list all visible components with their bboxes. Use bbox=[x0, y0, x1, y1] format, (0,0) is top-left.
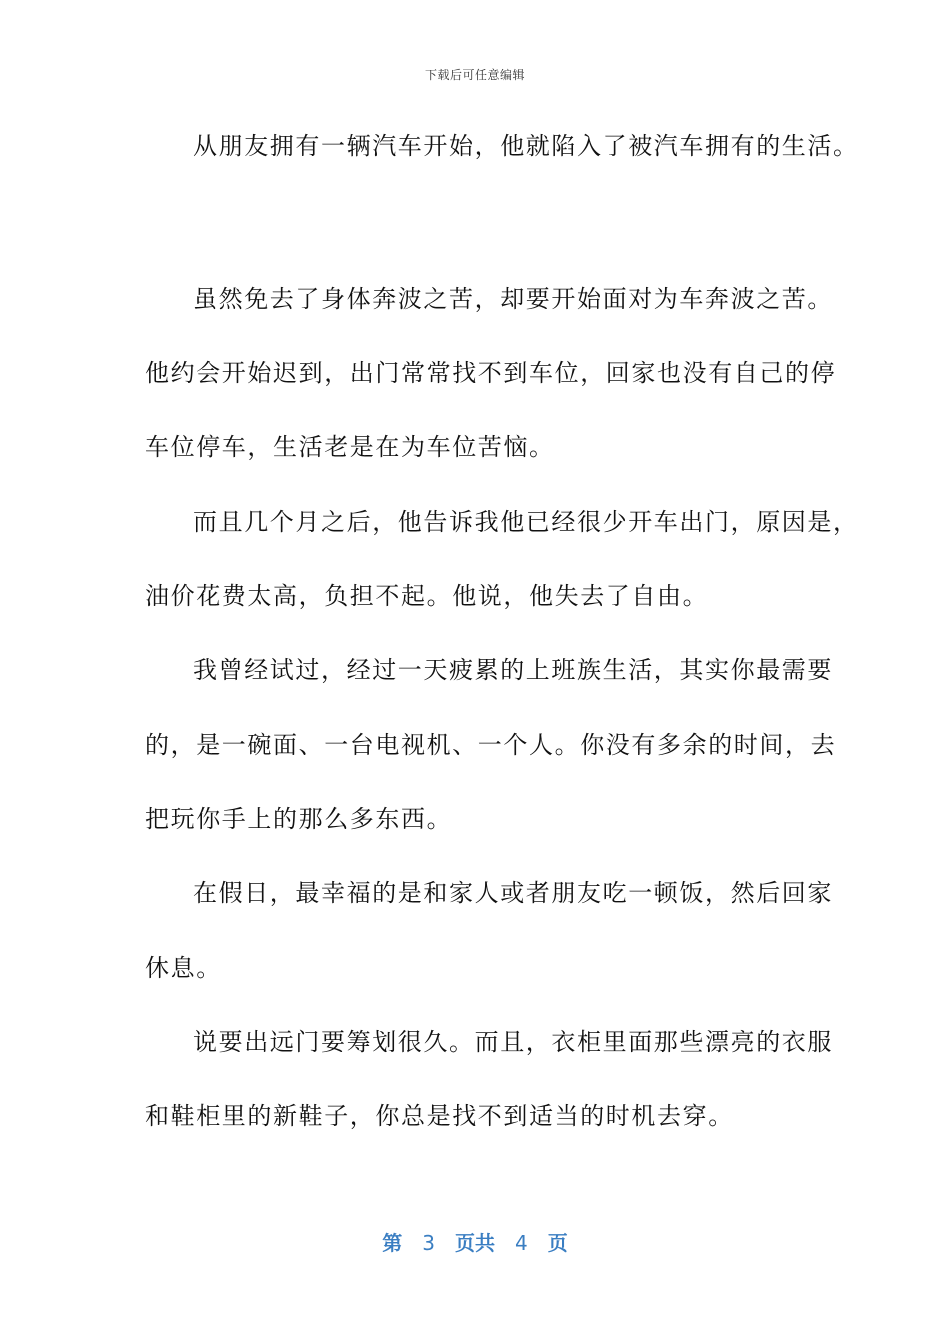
paragraph-4-line-1: 我曾经试过，经过一天疲累的上班族生活，其实你最需要 bbox=[193, 656, 833, 684]
footer-current-page: 3 bbox=[422, 1231, 435, 1255]
footer-total-pages: 4 bbox=[515, 1231, 528, 1255]
footer-word-total: 页共 bbox=[455, 1231, 495, 1255]
footer-word-page: 第 bbox=[382, 1231, 403, 1255]
paragraph-5-line-1: 在假日，最幸福的是和家人或者朋友吃一顿饭，然后回家 bbox=[193, 879, 833, 907]
paragraph-3-line-2: 油价花费太高，负担不起。他说，他失去了自由。 bbox=[145, 582, 709, 610]
paragraph-6-line-1: 说要出远门要筹划很久。而且，衣柜里面那些漂亮的衣服 bbox=[193, 1028, 833, 1056]
paragraph-4-line-2: 的，是一碗面、一台电视机、一个人。你没有多余的时间，去 bbox=[145, 731, 837, 759]
paragraph-2-line-3: 车位停车，生活老是在为车位苦恼。 bbox=[145, 433, 555, 461]
page-header: 下载后可任意编辑 bbox=[424, 68, 525, 82]
paragraph-4-line-3: 把玩你手上的那么多东西。 bbox=[145, 805, 453, 833]
paragraph-1-line-1: 从朋友拥有一辆汽车开始，他就陷入了被汽车拥有的生活。 bbox=[193, 132, 859, 160]
paragraph-6-line-2: 和鞋柜里的新鞋子，你总是找不到适当的时机去穿。 bbox=[145, 1102, 734, 1130]
paragraph-2-line-2: 他约会开始迟到，出门常常找不到车位，回家也没有自己的停 bbox=[145, 359, 837, 387]
paragraph-5-line-2: 休息。 bbox=[145, 954, 222, 982]
page-footer bbox=[0, 1227, 950, 1256]
footer-word-page-end: 页 bbox=[547, 1231, 568, 1255]
paragraph-2-line-1: 虽然免去了身体奔波之苦，却要开始面对为车奔波之苦。 bbox=[193, 285, 833, 313]
paragraph-3-line-1: 而且几个月之后，他告诉我他已经很少开车出门，原因是， bbox=[193, 508, 859, 536]
